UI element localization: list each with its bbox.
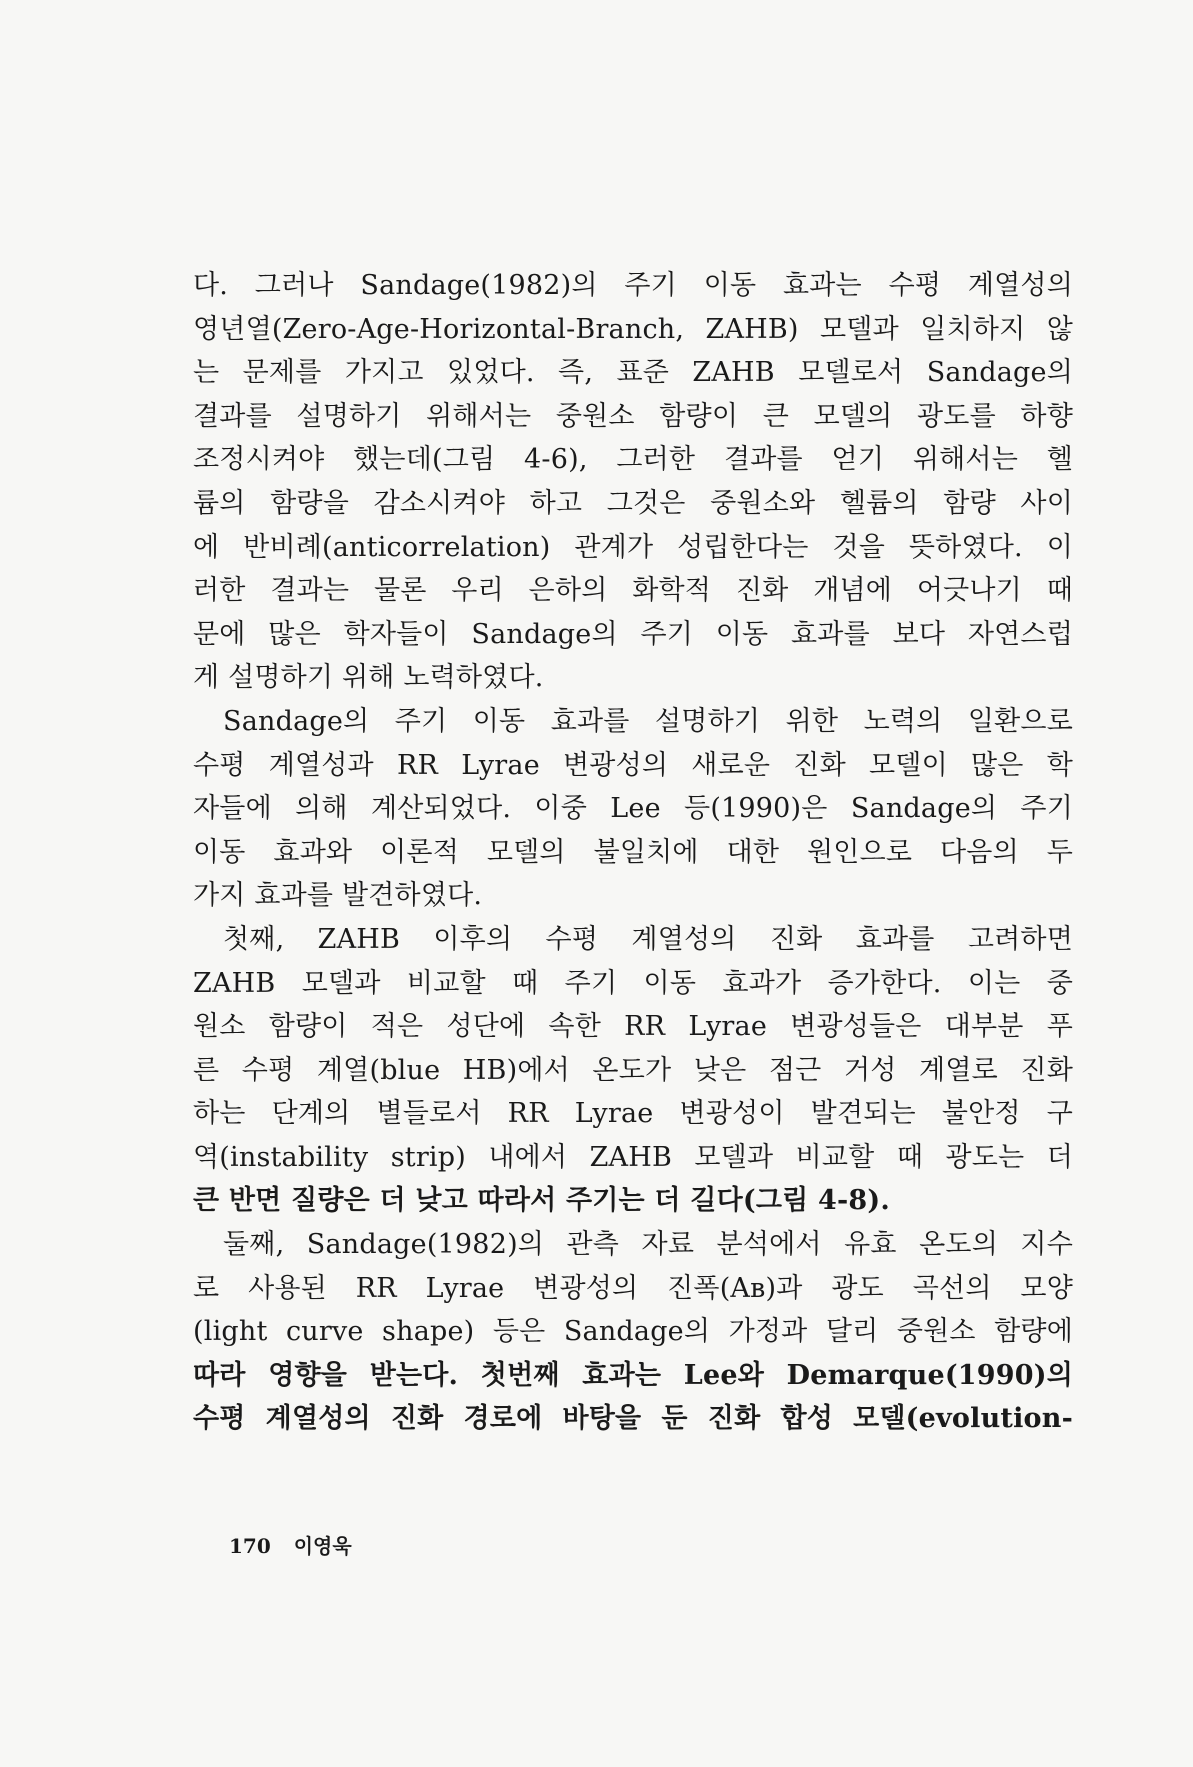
text-line: 른 수평 계열(blue HB)에서 온도가 낮은 점근 거성 계열로 진화 [193,1054,1073,1086]
text-line: 륨의 함량을 감소시켜야 하고 그것은 중원소와 헬륨의 함량 사이 [193,487,1073,519]
text-line: 결과를 설명하기 위해서는 중원소 함량이 큰 모델의 광도를 하향 [193,400,1073,432]
paragraph-first-line: Sandage의 주기 이동 효과를 설명하기 위한 노력의 일환으로 [223,705,1073,737]
text-line: 하는 단계의 별들로서 RR Lyrae 변광성이 발견되는 불안정 구 [193,1098,1073,1130]
text-line: ZAHB 모델과 비교할 때 주기 이동 효과가 증가한다. 이는 중 [193,967,1073,999]
text-line: 는 문제를 가지고 있었다. 즉, 표준 ZAHB 모델로서 Sandage의 [193,357,1073,389]
text-line: 수평 계열성의 진화 경로에 바탕을 둔 진화 합성 모델(evolution- [193,1403,1073,1435]
paragraph-first-line: 둘째, Sandage(1982)의 관측 자료 분석에서 유효 온도의 지수 [223,1229,1073,1261]
text-line: 다. 그러나 Sandage(1982)의 주기 이동 효과는 수평 계열성의 [193,270,1073,301]
page-footer [229,1530,352,1559]
page-number: 170 [229,1534,271,1558]
text-line: 가지 효과를 발견하였다. [193,880,483,912]
body-text [193,264,1073,1441]
text-line: 수평 계열성과 RR Lyrae 변광성의 새로운 진화 모델이 많은 학 [193,749,1073,781]
text-line: 로 사용된 RR Lyrae 변광성의 진폭(Aв)과 광도 곡선의 모양 [193,1272,1073,1304]
text-line: 따라 영향을 받는다. 첫번째 효과는 Lee와 Demarque(1990)의 [193,1359,1073,1391]
text-line: 영년열(Zero-Age-Horizontal-Branch, ZAHB) 모델과 일치하지 않 [193,313,1073,345]
text-line: 큰 반면 질량은 더 낮고 따라서 주기는 더 길다(그림 4-8). [193,1185,890,1217]
text-line: 게 설명하기 위해 노력하였다. [193,662,544,694]
author-name: 이영욱 [293,1534,352,1558]
text-line: 자들에 의해 계산되었다. 이중 Lee 등(1990)은 Sandage의 주기 [193,793,1073,825]
text-line: 조정시켜야 했는데(그림 4-6), 그러한 결과를 얻기 위해서는 헬 [193,444,1073,476]
paragraph-first-line: 첫째, ZAHB 이후의 수평 계열성의 진화 효과를 고려하면 [223,923,1073,955]
text-line: (light curve shape) 등은 Sandage의 가정과 달리 중원소 함량에 [193,1316,1073,1348]
text-line: 이동 효과와 이론적 모델의 불일치에 대한 원인으로 다음의 두 [193,836,1073,868]
text-line: 문에 많은 학자들이 Sandage의 주기 이동 효과를 보다 자연스럽 [193,618,1073,650]
text-line: 역(instability strip) 내에서 ZAHB 모델과 비교할 때 광도는 더 [193,1141,1073,1173]
text-line: 원소 함량이 적은 성단에 속한 RR Lyrae 변광성들은 대부분 푸 [193,1011,1073,1043]
text-line: 러한 결과는 물론 우리 은하의 화학적 진화 개념에 어긋나기 때 [193,575,1073,607]
text-line: 에 반비례(anticorrelation) 관계가 성립한다는 것을 뜻하였다. 이 [193,531,1073,563]
